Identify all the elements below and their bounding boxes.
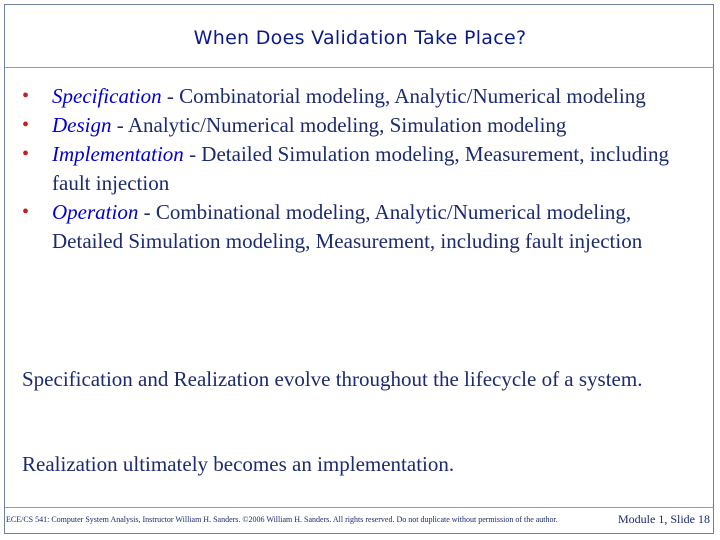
title-divider — [5, 67, 714, 68]
bullet-term: Operation — [52, 200, 139, 224]
bullet-icon: • — [22, 85, 30, 107]
bullet-text: - Combinational modeling, Analytic/Numerical modeling, Detailed Simulation modeling, Measurement, including fault injection — [52, 200, 643, 253]
bullet-item — [22, 82, 702, 111]
bullet-icon: • — [22, 143, 30, 165]
bullet-term: Specification — [52, 84, 162, 108]
bullet-icon: • — [22, 114, 30, 136]
bullet-text: - Detailed Simulation modeling, Measurement, including fault injection — [52, 142, 670, 195]
bullet-item — [22, 140, 702, 198]
slide-number: Module 1, Slide 18 — [618, 512, 710, 526]
slide-title: When Does Validation Take Place? — [193, 27, 527, 49]
footer-divider — [5, 507, 714, 508]
footer-copyright: ECE/CS 541: Computer System Analysis, Instructor William H. Sanders. ©2006 William H. Sanders. All rights reserved. Do not duplicate without permission of the author. — [6, 515, 558, 524]
bullet-item — [22, 198, 702, 256]
bullet-item — [22, 111, 702, 140]
bullet-term: Design — [52, 113, 112, 137]
bullet-list — [22, 82, 702, 256]
body-paragraph-implementation: Realization ultimately becomes an implementation. — [22, 452, 455, 476]
bullet-text: - Analytic/Numerical modeling, Simulation modeling — [111, 113, 567, 137]
bullet-term: Implementation — [52, 142, 184, 166]
bullet-text: - Combinatorial modeling, Analytic/Numerical modeling — [161, 84, 646, 108]
body-paragraph-lifecycle: Specification and Realization evolve throughout the lifecycle of a system. — [22, 367, 643, 391]
bullet-icon: • — [22, 201, 30, 223]
